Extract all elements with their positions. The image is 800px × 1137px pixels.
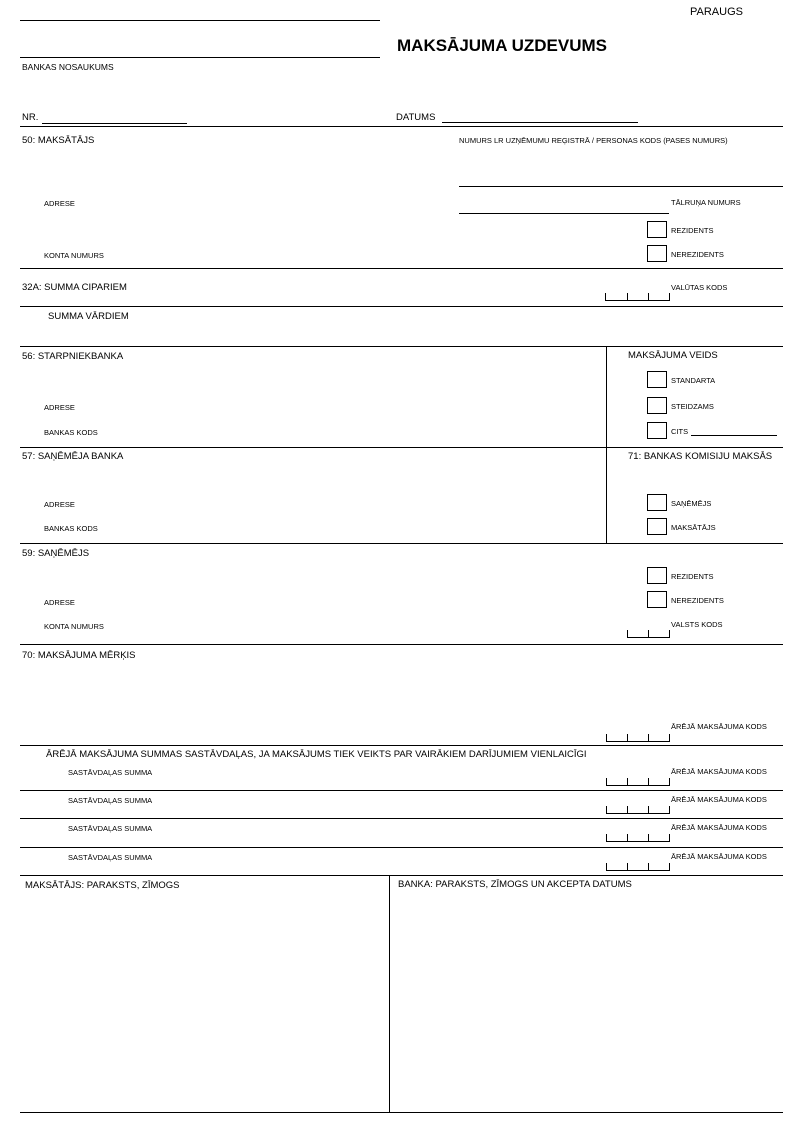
standard-checkbox[interactable]	[647, 371, 667, 388]
payer-resident-checkbox[interactable]	[647, 221, 667, 238]
payer-nonresident-checkbox[interactable]	[647, 245, 667, 262]
amount-digits-label: 32A: SUMMA CIPARIEM	[22, 282, 127, 293]
form-title: MAKSĀJUMA UZDEVUMS	[397, 36, 607, 55]
divider-amount	[20, 306, 783, 307]
divider-component-1	[20, 790, 783, 791]
intermediary-code-label: BANKAS KODS	[44, 428, 98, 437]
component-summa-label: SASTĀVDAĻAS SUMMA	[68, 768, 153, 777]
beneficiary-resident-label: REZIDENTS	[671, 572, 714, 581]
component-summa-label: SASTĀVDAĻAS SUMMA	[68, 824, 153, 833]
payer-address-field[interactable]	[459, 213, 669, 214]
divider-header	[20, 126, 783, 127]
intermediary-label: 56: STARPNIEKBANKA	[22, 351, 124, 362]
components-heading: ĀRĒJĀ MAKSĀJUMA SUMMAS SASTĀVDAĻAS, JA MAKSĀJUMS TIEK VEIKTS PAR VAIRĀKIEM DARĪJUMIEM VIENLAICĪGI	[46, 749, 587, 760]
vertical-divider-right	[606, 346, 607, 543]
commission-receiver-checkbox[interactable]	[647, 494, 667, 511]
divider-component-2	[20, 818, 783, 819]
date-label: DATUMS	[396, 112, 436, 123]
divider-payer	[20, 268, 783, 269]
beneficiary-resident-checkbox[interactable]	[647, 567, 667, 584]
beneficiary-bank-code-label: BANKAS KODS	[44, 524, 98, 533]
commission-payer-label: MAKSĀTĀJS	[671, 523, 716, 532]
beneficiary-nonresident-checkbox[interactable]	[647, 591, 667, 608]
external-code-field[interactable]	[606, 735, 670, 742]
divider-intermediary	[20, 447, 783, 448]
reg-number-field[interactable]	[459, 186, 783, 187]
commission-payer-checkbox[interactable]	[647, 518, 667, 535]
payment-type-label: MAKSĀJUMA VEIDS	[628, 350, 718, 361]
urgent-label: STEIDZAMS	[671, 402, 714, 411]
currency-code-label: VALŪTAS KODS	[671, 283, 728, 292]
component-code-label: ĀRĒJĀ MAKSĀJUMA KODS	[671, 795, 767, 804]
beneficiary-address-label: ADRESE	[44, 598, 75, 607]
payer-signature-label: MAKSĀTĀJS: PARAKSTS, ZĪMOGS	[25, 880, 180, 891]
intermediary-address-label: ADRESE	[44, 403, 75, 412]
country-code-label: VALSTS KODS	[671, 620, 723, 629]
divider-words	[20, 346, 783, 347]
external-code-label: ĀRĒJĀ MAKSĀJUMA KODS	[671, 722, 767, 731]
date-field[interactable]	[442, 122, 638, 123]
nr-label: NR.	[22, 112, 39, 123]
component-code-field[interactable]	[606, 779, 670, 786]
beneficiary-nonresident-label: NEREZIDENTS	[671, 596, 724, 605]
purpose-label: 70: MAKSĀJUMA MĒRĶIS	[22, 650, 136, 661]
bank-signature-area[interactable]	[391, 895, 783, 1110]
bank-name-line	[20, 57, 380, 58]
nr-field[interactable]	[42, 123, 187, 124]
payer-signature-area[interactable]	[20, 895, 388, 1110]
beneficiary-bank-label: 57: SAŅĒMĒJA BANKA	[22, 451, 124, 462]
payer-phone-label: TĀLRUŅA NUMURS	[671, 198, 741, 207]
component-code-label: ĀRĒJĀ MAKSĀJUMA KODS	[671, 852, 767, 861]
other-label: CITS	[671, 427, 689, 436]
payer-label: 50: MAKSĀTĀJS	[22, 135, 95, 146]
divider-bottom	[20, 1112, 783, 1113]
payer-account-label: KONTA NUMURS	[44, 251, 104, 260]
urgent-checkbox[interactable]	[647, 397, 667, 414]
divider-components	[20, 875, 783, 876]
payer-nonresident-label: NEREZIDENTS	[671, 250, 724, 259]
commission-receiver-label: SAŅĒMĒJS	[671, 499, 712, 508]
currency-code-field[interactable]	[605, 294, 670, 301]
signature-divider	[389, 875, 390, 1112]
bank-name-line-top	[20, 20, 380, 21]
component-code-field[interactable]	[606, 864, 670, 871]
component-summa-label: SASTĀVDAĻAS SUMMA	[68, 796, 153, 805]
component-code-field[interactable]	[606, 835, 670, 842]
other-checkbox[interactable]	[647, 422, 667, 439]
commission-label: 71: BANKAS KOMISIJU MAKSĀS	[628, 451, 773, 462]
component-code-label: ĀRĒJĀ MAKSĀJUMA KODS	[671, 823, 767, 832]
divider-purpose	[20, 745, 783, 746]
standard-label: STANDARTA	[671, 376, 716, 385]
reg-number-label: NUMURS LR UZŅĒMUMU REĢISTRĀ / PERSONAS KODS (PASES NUMURS)	[459, 136, 728, 145]
payer-address-label: ADRESE	[44, 199, 75, 208]
component-summa-label: SASTĀVDAĻAS SUMMA	[68, 853, 153, 862]
beneficiary-label: 59: SAŅĒMĒJS	[22, 548, 90, 559]
divider-component-3	[20, 847, 783, 848]
divider-beneficiary	[20, 644, 783, 645]
beneficiary-account-label: KONTA NUMURS	[44, 622, 104, 631]
beneficiary-bank-address-label: ADRESE	[44, 500, 75, 509]
other-field[interactable]	[691, 435, 777, 436]
component-code-field[interactable]	[606, 807, 670, 814]
amount-words-label: SUMMA VĀRDIEM	[48, 311, 129, 322]
payer-resident-label: REZIDENTS	[671, 226, 714, 235]
sample-stamp: PARAUGS	[690, 6, 743, 18]
bank-signature-label: BANKA: PARAKSTS, ZĪMOGS UN AKCEPTA DATUMS	[398, 879, 632, 890]
component-code-label: ĀRĒJĀ MAKSĀJUMA KODS	[671, 767, 767, 776]
divider-beneficiary-bank	[20, 543, 783, 544]
country-code-field[interactable]	[627, 631, 670, 638]
bank-name-label: BANKAS NOSAUKUMS	[22, 62, 114, 72]
